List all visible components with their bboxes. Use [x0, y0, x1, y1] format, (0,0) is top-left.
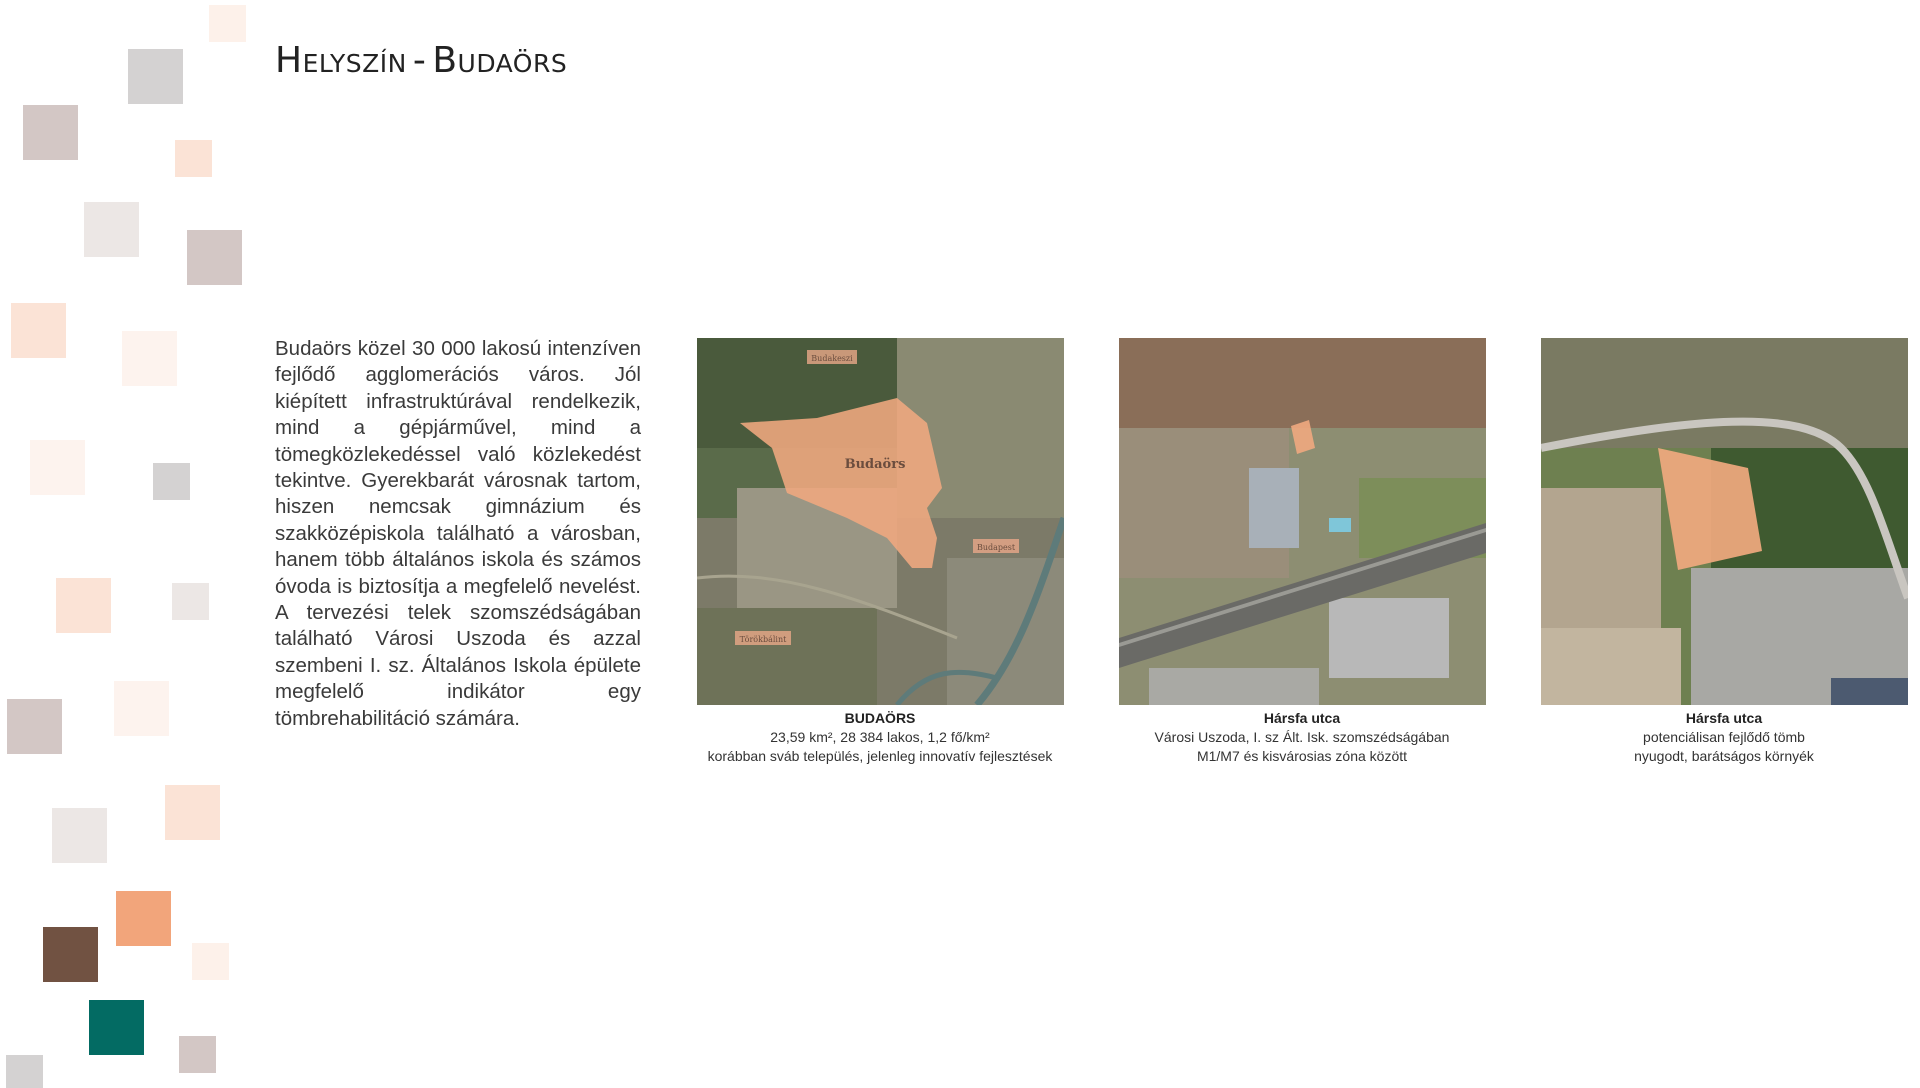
caption-line: Városi Uszoda, I. sz Ált. Isk. szomszédságában	[1154, 729, 1450, 745]
mosaic-square	[179, 1036, 216, 1073]
title-main: Helyszín	[275, 40, 407, 81]
caption-line: nyugodt, barátságos környék	[1634, 748, 1814, 764]
harsfa-plot-image	[1541, 338, 1908, 705]
page-title	[275, 40, 567, 81]
mosaic-square	[6, 1055, 43, 1088]
caption-title: Hársfa utca	[1685, 710, 1763, 726]
mosaic-square	[116, 891, 171, 946]
harsfa-plot-caption	[1534, 709, 1914, 766]
mosaic-square	[43, 927, 98, 982]
map-label-budaors: Budaörs	[844, 457, 906, 472]
map-label-torokbalint: Törökbálint	[739, 635, 787, 644]
title-separator: -	[412, 40, 427, 81]
caption-line: M1/M7 és kisvárosias zóna között	[1196, 748, 1408, 764]
mosaic-square	[11, 303, 66, 358]
mosaic-square	[187, 230, 242, 285]
mosaic-square	[165, 785, 220, 840]
budaors-caption	[690, 709, 1070, 766]
mosaic-square	[128, 49, 183, 104]
budaors-map-image	[697, 338, 1064, 705]
mosaic-square	[122, 331, 177, 386]
map-label-budapest: Budapest	[976, 543, 1016, 552]
caption-title: Hársfa utca	[1263, 710, 1341, 726]
harsfa-area-caption	[1112, 709, 1492, 766]
mosaic-square	[209, 5, 246, 42]
title-sub: Budaörs	[432, 40, 568, 81]
intro-paragraph: Budaörs közel 30 000 lakosú intenzíven fejlődő agglomerációs város. Jól kiépített infrastruktúrával rendelkezik, mind a gépjárművel, mind a tömegközlekedéssel való közlekedést tekintve. Gyerekbarát városnak tartom, hiszen nemcsak gimnázium és szakközépiskola található a városban, hanem több általános iskola és számos óvoda is biztosítja a megfelelő nevelést. A tervezési telek szomszédságában található Városi Uszoda és azzal szembeni I. sz. Általános Iskola épülete megfelelő indikátor egy tömbrehabilitáció számára.	[275, 337, 641, 730]
mosaic-square	[192, 943, 229, 980]
mosaic-square	[56, 578, 111, 633]
mosaic-square	[175, 140, 212, 177]
mosaic-square	[7, 699, 62, 754]
map-label-budakeszi: Budakeszi	[811, 354, 853, 363]
mosaic-square	[153, 463, 190, 500]
harsfa-area-image	[1119, 338, 1486, 705]
mosaic-square	[89, 1000, 144, 1055]
caption-line: korábban sváb település, jelenleg innovatív fejlesztések	[707, 748, 1053, 764]
caption-line: 23,59 km², 28 384 lakos, 1,2 fő/km²	[770, 729, 990, 745]
caption-line: potenciálisan fejlődő tömb	[1643, 729, 1805, 745]
caption-title: BUDAÖRS	[844, 710, 916, 726]
mosaic-square	[30, 440, 85, 495]
mosaic-square	[52, 808, 107, 863]
mosaic-square	[172, 583, 209, 620]
mosaic-square	[84, 202, 139, 257]
mosaic-square	[23, 105, 78, 160]
mosaic-square	[114, 681, 169, 736]
